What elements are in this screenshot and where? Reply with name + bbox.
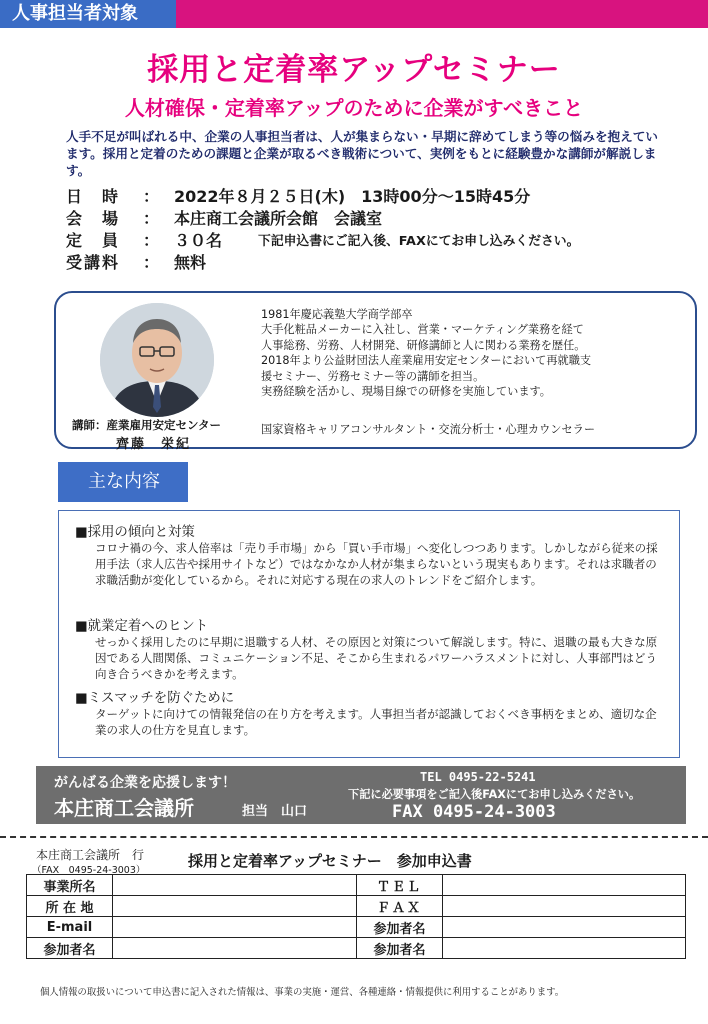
lecturer-photo	[100, 303, 214, 417]
event-info	[66, 184, 686, 272]
venue-label: 会 場	[66, 208, 121, 228]
info-row-fee	[66, 250, 686, 272]
privacy-notice: 個人情報の取扱いについて申込書に記入された情報は、事業の実施・運営、各種連絡・情報提供に利用することがあります。	[40, 987, 565, 998]
cut-line	[0, 836, 708, 838]
section-heading: ■採用の傾向と対策	[75, 525, 195, 540]
section-body: コロナ禍の今、求人倍率は「売り手市場」から「買い手市場」へ変化しつつあります。しかしながら従来の採用手法（求人広告や採用サイトなど）ではなかなか人材が集まらないという現実もあります。それは求職者の求職活動が変化しているから。それに対応する現在の求人のトレンドをご紹介します。	[95, 541, 658, 587]
content-box	[58, 510, 680, 758]
section-body: せっかく採用したのに早期に退職する人材、その原因と対策について解説します。特に、退職の最も大きな原因である人間関係、コミュニケーション不足、そこから生まれるパワーハラスメントに対し、人事部門はどう向き合うべきかを考えます。	[95, 635, 658, 681]
table-row	[27, 938, 686, 959]
company-name-field[interactable]	[113, 875, 357, 896]
bio-line: 大手化粧品メーカーに入社し、営業・マーケティング業務を経て	[261, 323, 584, 337]
colon: ：	[142, 230, 159, 250]
bio-line: 実務経験を活かし、現場目線での研修を実施しています。	[261, 385, 551, 399]
section-heading: ■就業定着へのヒント	[75, 619, 209, 634]
date-label: 日 時	[66, 186, 121, 206]
fee-label: 受講料	[66, 252, 121, 272]
slogan: がんばる企業を応援します！	[54, 775, 236, 791]
person-icon	[100, 303, 214, 417]
capacity-note: 下記申込書にご記入後、FAXにてお申し込みください。	[258, 233, 580, 249]
venue-value: 本庄商工会議所会館 会議室	[174, 208, 383, 228]
bio-line: 2018年より公益財団法人産業雇用安定センターにおいて再就職支	[261, 354, 592, 368]
field-label: 事業所名	[27, 875, 113, 896]
content-heading-tag: 主な内容	[58, 462, 188, 502]
info-row-venue	[66, 206, 686, 228]
field-label: 参加者名	[357, 917, 443, 938]
field-label: 参加者名	[27, 938, 113, 959]
table-row	[27, 917, 686, 938]
participant-name-field[interactable]	[113, 938, 357, 959]
field-label: ＴＥＬ	[357, 875, 443, 896]
field-label: ＦＡＸ	[357, 896, 443, 917]
participant-name-field[interactable]	[443, 938, 686, 959]
content-section	[75, 615, 665, 682]
lecturer-certifications: 国家資格キャリアコンサルタント・交流分析士・心理カウンセラー	[261, 423, 596, 436]
colon: ：	[142, 208, 159, 228]
lecturer-org: 講師：産業雇用安定センター	[72, 418, 222, 432]
capacity-value: ３０名	[174, 230, 223, 250]
seminar-title: 採用と定着率アップセミナー	[147, 52, 561, 88]
fax-instruction: 下記に必要事項をご記入後FAXにてお申し込みください。	[348, 788, 641, 801]
date-value: 2022年８月２５日(木) 13時00分～15時45分	[174, 186, 531, 206]
field-label: 参加者名	[357, 938, 443, 959]
contact-person: 担当 山口	[242, 804, 308, 819]
seminar-subtitle: 人材確保・定着率アップのために企業がすべきこと	[124, 96, 584, 120]
participant-name-field[interactable]	[443, 917, 686, 938]
form-recipient: 本庄商工会議所 行	[36, 848, 145, 862]
bio-line: 1981年慶応義塾大学商学部卒	[261, 308, 413, 321]
form-recipient-fax: （FAX 0495-24-3003）	[32, 865, 146, 876]
field-label: 所 在 地	[27, 896, 113, 917]
content-section	[75, 521, 665, 588]
organizer-name: 本庄商工会議所	[54, 796, 194, 820]
lecturer-box	[54, 291, 697, 452]
tel-field[interactable]	[443, 875, 686, 896]
fax-number: FAX 0495-24-3003	[392, 802, 556, 822]
fax-field[interactable]	[443, 896, 686, 917]
colon: ：	[142, 186, 159, 206]
section-body: ターゲットに向けての情報発信の在り方を考えます。人事担当者が認識しておくべき事柄をまとめ、適切な企業の求人の仕方を見直します。	[95, 707, 657, 737]
info-row-date	[66, 184, 686, 206]
table-row	[27, 875, 686, 896]
contact-band	[36, 766, 686, 824]
field-label: E-mail	[27, 917, 113, 938]
bio-line: 人事総務、労務、人材開発、研修講師と人に関わる業務を歴任。	[261, 338, 586, 352]
bio-line: 援セミナー、労務セミナー等の講師を担当。	[261, 369, 485, 383]
content-section	[75, 687, 665, 738]
lecturer-name: 齊藤 栄紀	[116, 437, 192, 452]
top-banner	[0, 0, 708, 28]
table-row	[27, 896, 686, 917]
lecturer-bio	[261, 307, 691, 399]
info-row-capacity	[66, 228, 686, 250]
email-field[interactable]	[113, 917, 357, 938]
application-form	[26, 874, 686, 959]
intro-text: 人手不足が叫ばれる中、企業の人事担当者は、人が集まらない・早期に辞めてしまう等の悩みを抱えています。採用と定着のための課題と企業が取るべき戦術について、実例をもとに経験豊かな講師が解説します。	[66, 129, 658, 178]
colon: ：	[142, 252, 159, 272]
form-title: 採用と定着率アップセミナー 参加申込書	[188, 852, 472, 870]
section-heading: ■ミスマッチを防ぐために	[75, 691, 235, 706]
fee-value: 無料	[174, 252, 207, 272]
target-audience-tag: 人事担当者対象	[0, 0, 176, 28]
capacity-label: 定 員	[66, 230, 121, 250]
address-field[interactable]	[113, 896, 357, 917]
tel-number: TEL 0495-22-5241	[420, 770, 536, 784]
